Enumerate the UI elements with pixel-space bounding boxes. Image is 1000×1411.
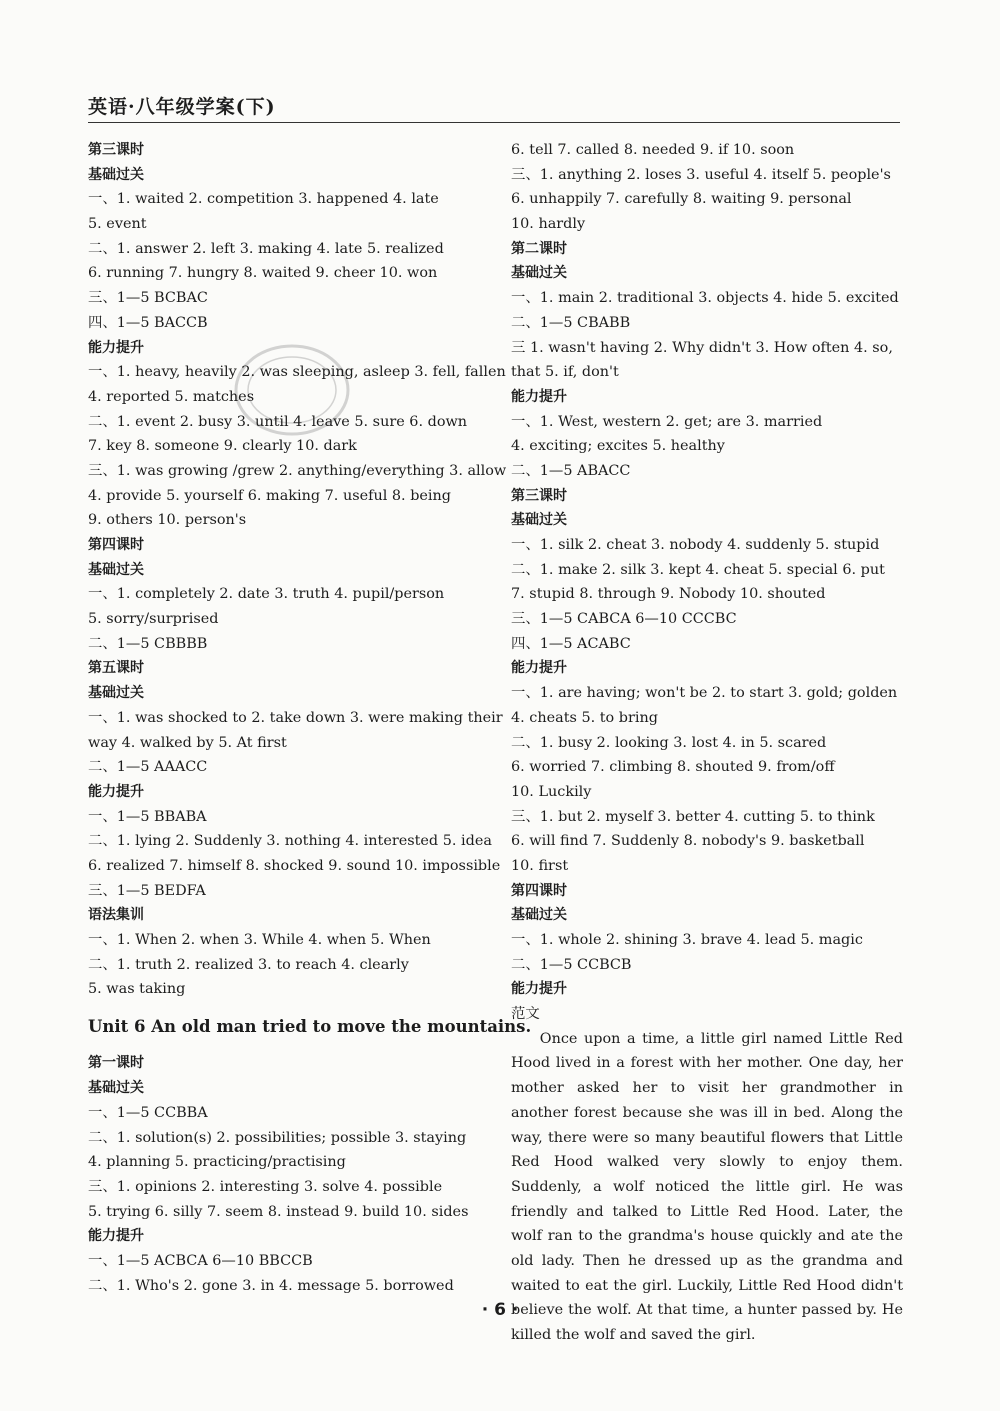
right-column bbox=[511, 138, 903, 1348]
answer-line: 二、1. solution(s) 2. possibilities; possible 3. staying bbox=[88, 1129, 467, 1146]
answer-line: 10. first bbox=[511, 857, 569, 874]
answer-line: 二、1. lying 2. Suddenly 3. nothing 4. interested 5. idea bbox=[88, 833, 492, 850]
section-heading: 基础过关 bbox=[511, 907, 567, 924]
section-heading: 能力提升 bbox=[88, 1228, 144, 1245]
answer-line: 一、1. waited 2. competition 3. happened 4. late bbox=[88, 191, 439, 208]
answer-line: 范文 bbox=[511, 1006, 540, 1023]
answer-line: 一、1. main 2. traditional 3. objects 4. hide 5. excited bbox=[511, 290, 899, 307]
answer-line: 三 1. wasn't having 2. Why didn't 3. How often 4. so, bbox=[511, 339, 893, 356]
answer-line: 三、1. was growing /grew 2. anything/everything 3. allow bbox=[88, 462, 507, 479]
answer-line: 6. realized 7. himself 8. shocked 9. sound 10. impossible bbox=[88, 857, 501, 874]
answer-line: 7. key 8. someone 9. clearly 10. dark bbox=[88, 438, 357, 455]
section-heading: 基础过关 bbox=[511, 265, 567, 282]
section-heading: 第二课时 bbox=[511, 240, 567, 257]
answer-line: 三、1—5 CABCA 6—10 CCCBC bbox=[511, 611, 737, 628]
section-heading: 第三课时 bbox=[511, 487, 567, 504]
answer-line: that 5. if, don't bbox=[511, 364, 619, 381]
answer-line: 5. trying 6. silly 7. seem 8. instead 9. build 10. sides bbox=[88, 1203, 469, 1220]
section-heading: 能力提升 bbox=[511, 388, 567, 405]
answer-line: 10. Luckily bbox=[511, 783, 592, 800]
answer-line: 二、1—5 CBBBB bbox=[88, 635, 208, 652]
answer-line: 二、1. make 2. silk 3. kept 4. cheat 5. special 6. put bbox=[511, 561, 885, 578]
answer-line: 6. running 7. hungry 8. waited 9. cheer 10. won bbox=[88, 265, 438, 282]
answer-line: 4. reported 5. matches bbox=[88, 388, 255, 405]
answer-line: 二、1. truth 2. realized 3. to reach 4. clearly bbox=[88, 956, 409, 973]
section-heading: 第四课时 bbox=[88, 537, 144, 553]
section-heading: 第一课时 bbox=[88, 1055, 144, 1072]
answer-line: 一、1—5 ACBCA 6—10 BBCCB bbox=[88, 1252, 313, 1269]
answer-line: 9. others 10. person's bbox=[88, 512, 247, 529]
page-header bbox=[88, 92, 900, 122]
answer-line: 一、1. completely 2. date 3. truth 4. pupil/person bbox=[88, 586, 445, 603]
answer-line: 二、1—5 CCBCB bbox=[511, 956, 632, 973]
section-heading: 基础过关 bbox=[88, 166, 144, 183]
answer-line: 一、1. When 2. when 3. While 4. when 5. When bbox=[88, 932, 431, 948]
answer-line: 4. exciting; excites 5. healthy bbox=[511, 438, 725, 455]
answer-line: 二、1—5 ABACC bbox=[511, 462, 631, 479]
answer-line: 4. provide 5. yourself 6. making 7. useful 8. being bbox=[88, 487, 452, 504]
answer-line: 4. cheats 5. to bring bbox=[511, 709, 658, 726]
section-heading: 基础过关 bbox=[88, 561, 144, 578]
section-heading: 语法集训 bbox=[88, 907, 144, 924]
answer-line: 二、1. busy 2. looking 3. lost 4. in 5. scared bbox=[511, 734, 827, 751]
answer-line: 二、1. answer 2. left 3. making 4. late 5. realized bbox=[88, 240, 444, 257]
answer-line: 一、1. whole 2. shining 3. brave 4. lead 5. magic bbox=[511, 932, 863, 948]
section-heading: 能力提升 bbox=[511, 660, 567, 677]
section-heading: 第四课时 bbox=[511, 882, 567, 899]
unit-title: Unit 6 An old man tried to move the mountains. bbox=[88, 1017, 532, 1037]
answer-line: 6. unhappily 7. carefully 8. waiting 9. personal bbox=[511, 191, 852, 208]
section-heading: 第五课时 bbox=[88, 660, 144, 677]
answer-line: 三、1—5 BEDFA bbox=[88, 882, 206, 899]
answer-line: 四、1—5 BACCB bbox=[88, 314, 208, 331]
section-heading: 基础过关 bbox=[88, 685, 144, 702]
answer-line: 三、1—5 BCBAC bbox=[88, 290, 208, 307]
answer-line: 一、1. heavy, heavily 2. was sleeping, asleep 3. fell, fallen bbox=[88, 364, 506, 381]
answer-line: 5. was taking bbox=[88, 981, 186, 998]
essay-paragraph: Once upon a time, a little girl named Little Red Hood lived in a forest with her mother. One day, her mother asked her to visit her grandmother in another forest because she was ill in bed. Along the way, there were so many beautiful flowers that Little Red Hood walked very slowly to enjoy them. Suddenly, a wolf noticed the little girl. He was friendly and talked to Little Red Hood. Later, the wolf ran to the grandma's house quickly and ate the old lady. Then he dressed up as the grandma and waited to eat the girl. Luckily, Little Red Hood didn't believe the wolf. At that time, a hunter passed by. He killed the wolf and saved the girl. bbox=[511, 1030, 903, 1344]
answer-line: 一、1. West, western 2. get; are 3. married bbox=[511, 413, 823, 430]
section-heading: 第三课时 bbox=[88, 142, 144, 158]
answer-line: 四、1—5 ACABC bbox=[511, 635, 631, 652]
answer-line: 二、1—5 AAACC bbox=[88, 759, 208, 776]
section-heading: 基础过关 bbox=[88, 1080, 144, 1097]
answer-line: 5. sorry/surprised bbox=[88, 611, 219, 628]
section-heading: 能力提升 bbox=[88, 783, 144, 800]
answer-line: 二、1. event 2. busy 3. until 4. leave 5. sure 6. down bbox=[88, 413, 468, 430]
answer-line: 二、1. Who's 2. gone 3. in 4. message 5. borrowed bbox=[88, 1277, 454, 1294]
answer-line: 10. hardly bbox=[511, 216, 586, 233]
answer-line: 三、1. but 2. myself 3. better 4. cutting 5. to think bbox=[511, 808, 875, 825]
answer-line: 6. will find 7. Suddenly 8. nobody's 9. basketball bbox=[511, 833, 865, 850]
answer-line: 5. event bbox=[88, 216, 147, 233]
answer-line: 4. planning 5. practicing/practising bbox=[88, 1154, 346, 1171]
answer-line: 6. tell 7. called 8. needed 9. if 10. soon bbox=[511, 142, 795, 158]
answer-line: 一、1—5 CCBBA bbox=[88, 1104, 208, 1121]
header-rule bbox=[88, 122, 900, 123]
answer-line: 一、1. was shocked to 2. take down 3. were making their bbox=[88, 709, 503, 726]
answer-line: 三、1. anything 2. loses 3. useful 4. itself 5. people's bbox=[511, 166, 891, 183]
section-heading: 能力提升 bbox=[511, 981, 567, 998]
answer-line: way 4. walked by 5. At first bbox=[88, 734, 287, 751]
section-heading: 能力提升 bbox=[88, 339, 144, 356]
answer-line: 三、1. opinions 2. interesting 3. solve 4. possible bbox=[88, 1178, 443, 1195]
section-heading: 基础过关 bbox=[511, 512, 567, 529]
answer-line: 二、1—5 CBABB bbox=[511, 314, 631, 331]
answer-line: 6. worried 7. climbing 8. shouted 9. from/off bbox=[511, 759, 835, 776]
answer-line: 一、1. silk 2. cheat 3. nobody 4. suddenly 5. stupid bbox=[511, 537, 880, 553]
answer-line: 一、1—5 BBABA bbox=[88, 808, 207, 825]
answer-line: 7. stupid 8. through 9. Nobody 10. shouted bbox=[511, 586, 826, 603]
answer-line: 一、1. are having; won't be 2. to start 3. gold; golden bbox=[511, 685, 898, 702]
header-title: 英语·八年级学案(下) bbox=[88, 96, 276, 118]
page-number: · 6 · bbox=[481, 1300, 519, 1320]
